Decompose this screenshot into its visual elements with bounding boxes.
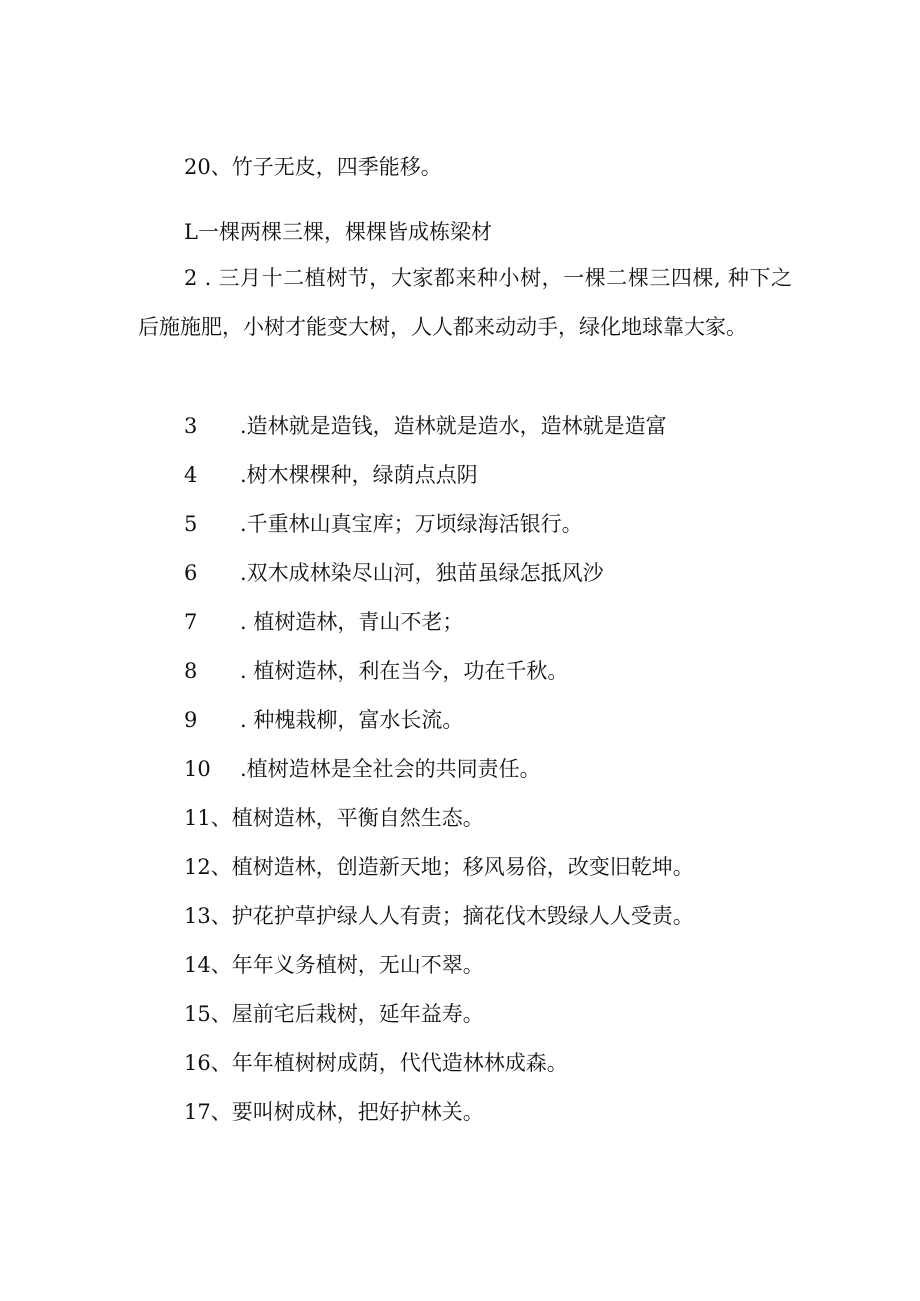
slogan-line-16: 16、年年植树树成荫，代代造林林成森。 xyxy=(184,1051,568,1075)
item-number: 10 xyxy=(184,757,211,781)
slogan-line-l: L一棵两棵三棵，棵棵皆成栋梁材 xyxy=(184,220,492,244)
slogan-line-5 xyxy=(184,510,583,538)
item-text: .植树造林是全社会的共同责任。 xyxy=(240,757,541,781)
slogan-line-15: 15、屋前宅后栽树，延年益寿。 xyxy=(184,1002,484,1026)
item-text: .造林就是造钱，造林就是造水，造林就是造富 xyxy=(240,414,667,438)
slogan-line-14: 14、年年义务植树，无山不翠。 xyxy=(184,953,484,977)
item-number: 7 xyxy=(184,610,198,634)
item-text: .树木棵棵种，绿荫点点阴 xyxy=(240,463,478,487)
slogan-line-13: 13、护花护草护绿人人有责；摘花伐木毁绿人人受责。 xyxy=(184,904,694,928)
slogan-line-12: 12、植树造林，创造新天地；移风易俗，改变旧乾坤。 xyxy=(184,855,694,879)
slogan-line-20: 20、竹子无皮，四季能移。 xyxy=(184,155,442,179)
item-text: .千重林山真宝库；万顷绿海活银行。 xyxy=(240,512,583,536)
slogan-line-4 xyxy=(184,461,478,489)
item-number: 9 xyxy=(184,708,198,732)
item-number: 4 xyxy=(184,463,198,487)
slogan-line-17: 17、要叫树成林，把好护林关。 xyxy=(184,1100,484,1124)
slogan-line-6 xyxy=(184,559,604,587)
slogan-paragraph-2: 2 . 三月十二植树节，大家都来种小树，一棵二棵三四棵, 种下之后施施肥，小树才能变大树，人人都来动动手，绿化地球靠大家。 xyxy=(138,266,792,339)
item-number: 6 xyxy=(184,561,198,585)
slogan-line-7 xyxy=(184,608,463,636)
item-text: .双木成林染尽山河，独苗虽绿怎抵风沙 xyxy=(240,561,604,585)
slogan-line-3 xyxy=(184,412,667,440)
slogan-line-11: 11、植树造林，平衡自然生态。 xyxy=(184,806,484,830)
item-text: . 种槐栽柳，富水长流。 xyxy=(240,708,464,732)
item-text: . 植树造林，青山不老； xyxy=(240,610,464,634)
slogan-line-8 xyxy=(184,657,568,685)
slogan-line-9 xyxy=(184,706,463,734)
slogan-line-10 xyxy=(184,755,541,783)
item-number: 8 xyxy=(184,659,198,683)
item-number: 3 xyxy=(184,414,198,438)
item-text: . 植树造林，利在当今，功在千秋。 xyxy=(240,659,569,683)
item-number: 5 xyxy=(184,512,198,536)
